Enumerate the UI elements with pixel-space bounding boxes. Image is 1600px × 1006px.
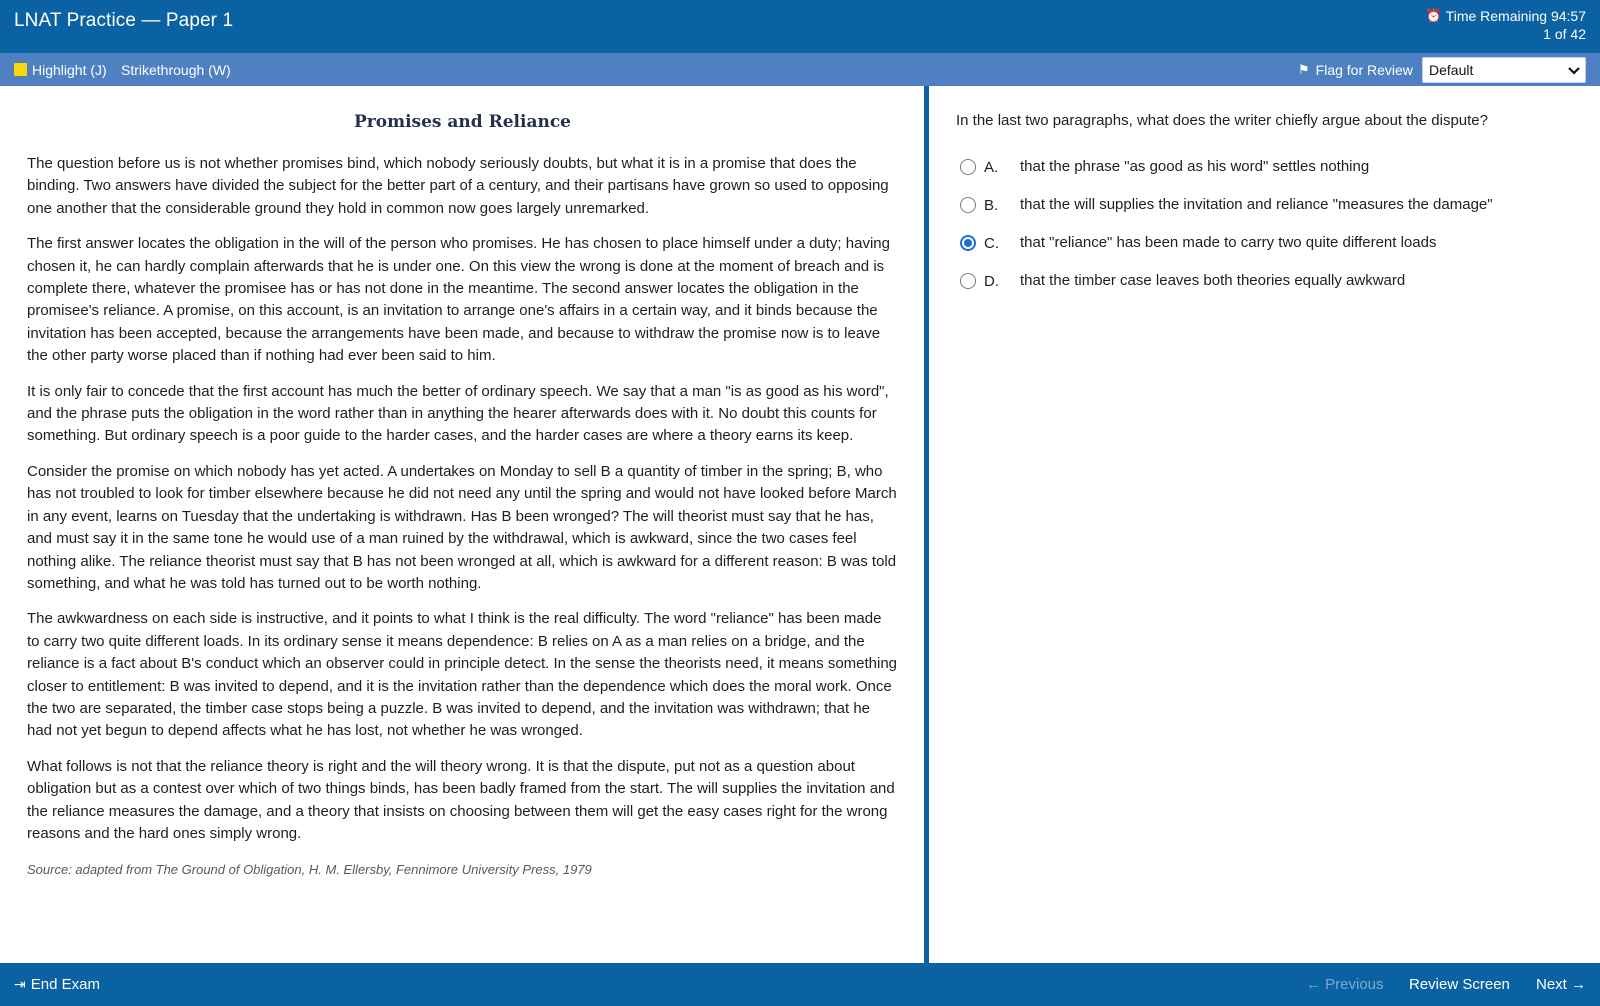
answer-option-b[interactable] (956, 186, 1586, 224)
option-text: that the phrase "as good as his word" settles nothing (1020, 158, 1370, 175)
flag-icon: ⚑ (1298, 61, 1310, 77)
passage-paragraph: Consider the promise on which nobody has yet acted. A undertakes on Monday to sell B a quantity of timber in the spring; B, who has not troubled to look for timber elsewhere because he did not need any until the spring and would not have looked before March in any event, learns on Tuesday that the undertaking is withdrawn. Has B been wronged? The will theorist must say that he has, and must say it in the same tone he would use of a man ruined by the withdrawal, which is awkward, since the two cases feel nothing alike. The reliance theorist must say that B has not been wronged at all, which is awkward for a different reason: B was told something, and what he was told has turned out to be worth nothing. (27, 462, 897, 592)
question-progress: 1 of 42 (1543, 26, 1586, 42)
flag-for-review-button[interactable] (1298, 53, 1413, 86)
next-label: Next → (1536, 976, 1587, 993)
option-text: that the timber case leaves both theories equally awkward (1020, 272, 1406, 289)
highlight-button[interactable] (14, 53, 107, 86)
app-title: LNAT Practice — Paper 1 (14, 10, 234, 31)
display-style-select-wrap (1422, 57, 1586, 83)
footer-bar (0, 963, 1600, 1006)
previous-button[interactable] (1306, 963, 1384, 1006)
radio-button-selected[interactable] (960, 235, 976, 251)
toolbar (0, 53, 1600, 86)
passage-paragraph: What follows is not that the reliance theory is right and the will theory wrong. It is that the dispute, put not as a question about obligation but as a contest over which of two things binds, has been badly framed from the start. The will supplies the invitation and the reliance measures the damage, and a theory that insists on choosing between them will get the easy cases right for the wrong reasons and the hard ones simply wrong. (27, 757, 895, 842)
passage-source: Source: adapted from The Ground of Obligation, H. M. Ellersby, Fennimore University Press, 1979 (27, 862, 592, 878)
option-text: that the will supplies the invitation and reliance "measures the damage" (1020, 196, 1493, 213)
end-exam-button[interactable] (14, 963, 100, 1006)
passage-pane (0, 86, 924, 963)
option-letter: C. (984, 234, 999, 252)
exit-icon: ⇥ (14, 976, 26, 992)
review-screen-button[interactable] (1409, 963, 1510, 1006)
timer-block (1425, 7, 1586, 43)
option-letter: D. (984, 272, 999, 290)
radio-button[interactable] (960, 197, 976, 213)
strikethrough-button[interactable] (121, 53, 231, 86)
passage-paragraph: The awkwardness on each side is instructive, and it points to what I think is the real difficulty. The word "reliance" has been made to carry two quite different loads. In its ordinary sense it means dependence: B relies on A as a man relies on a bridge, and the reliance is a fact about B's conduct which an observer could in principle detect. In the sense the theorists need, it means something closer to entitlement: B was invited to depend, and it is the invitation rather than the dependence which does the moral work. Once the two are separated, the timber case stops being a puzzle. B was invited to depend, and the invitation was withdrawn; that he had not yet begun to depend affects what he has lost, not whether he was wronged. (27, 610, 898, 740)
flag-label: Flag for Review (1315, 61, 1413, 78)
passage-paragraph: The first answer locates the obligation in the will of the person who promises. He has chosen to place himself under a duty; having chosen it, he can hardly complain afterwards that he is under one. On this view the wrong is done at the moment of breach and is complete there, whatever the promisee has or has not done in the meantime. The second answer locates the obligation in the promisee's reliance. A promise, on this account, is an invitation to arrange one's affairs in a certain way, and it binds because the invitation has been accepted, because the arrangements have been made, and because to withdraw the promise now is to leave the other party worse placed than if nothing had ever been said to him. (27, 235, 890, 365)
radio-button[interactable] (960, 273, 976, 289)
question-pane (929, 86, 1600, 963)
answer-option-a[interactable] (956, 148, 1586, 186)
passage-paragraph: The question before us is not whether promises bind, which nobody seriously doubts, but what it is in a promise that does the binding. Two answers have divided the subject for the better part of a century, and their partisans have grown so used to opposing one another that the considerable ground they hold in common now goes largely unremarked. (27, 155, 889, 217)
review-screen-label: Review Screen (1409, 976, 1510, 993)
radio-button[interactable] (960, 159, 976, 175)
display-style-select[interactable] (1422, 57, 1586, 83)
previous-label: ← Previous (1306, 976, 1384, 993)
answer-option-d[interactable] (956, 262, 1586, 300)
highlight-color-icon (14, 63, 27, 76)
option-letter: A. (984, 158, 999, 176)
time-remaining: Time Remaining 94:57 (1445, 8, 1586, 24)
strikethrough-label: Strikethrough (W) (121, 61, 231, 78)
highlight-label: Highlight (J) (32, 61, 107, 78)
option-letter: B. (984, 196, 999, 214)
next-button[interactable] (1536, 963, 1586, 1006)
title-bar (0, 0, 1600, 53)
alarm-clock-icon: ⏰ (1425, 8, 1442, 23)
question-stem: In the last two paragraphs, what does the writer chiefly argue about the dispute? (956, 112, 1488, 129)
option-text: that "reliance" has been made to carry two quite different loads (1020, 234, 1437, 251)
passage-title: Promises and Reliance (354, 112, 571, 132)
end-exam-label: End Exam (30, 976, 100, 993)
answer-option-c[interactable] (956, 224, 1586, 262)
passage-paragraph: It is only fair to concede that the first account has much the better of ordinary speech. We say that a man "is as good as his word", and the phrase puts the obligation in the word rather than in anything the hearer afterwards does with it. No doubt this counts for something. But ordinary speech is a poor guide to the harder cases, and the harder cases are where a theory earns its keep. (27, 382, 889, 445)
